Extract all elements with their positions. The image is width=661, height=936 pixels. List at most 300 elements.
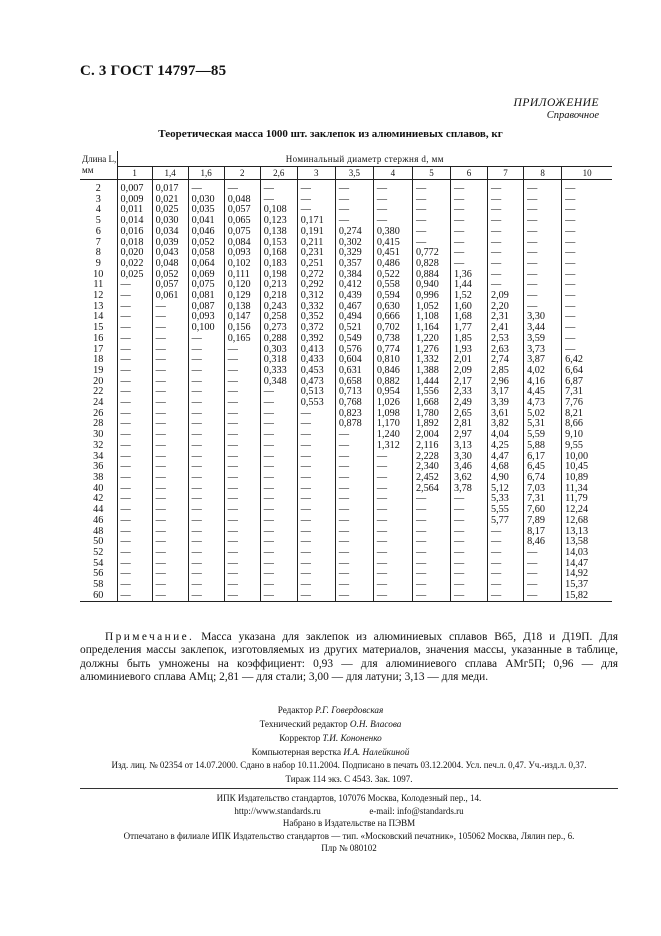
mass-cell: 15,37 [562, 580, 612, 591]
page-header: С. 3 ГОСТ 14797—85 [80, 63, 227, 79]
mass-cell: — [524, 180, 562, 195]
mass-cell: — [224, 430, 260, 441]
length-cell: 56 [93, 568, 104, 580]
mass-cell: — [488, 537, 524, 548]
mass-cell: 0,332 [297, 302, 335, 313]
mass-cell: — [224, 452, 260, 463]
length-cell: 12 [93, 290, 104, 302]
mass-cell: — [450, 259, 487, 270]
mass-cell: — [260, 462, 297, 473]
mass-cell: 2,340 [412, 462, 450, 473]
mass-cell: 3,62 [450, 473, 487, 484]
mass-cell: 0,630 [373, 302, 412, 313]
mass-cell: 4,02 [524, 366, 562, 377]
mass-cell: 0,057 [152, 280, 188, 291]
mass-cell: — [260, 430, 297, 441]
mass-cell: — [152, 462, 188, 473]
mass-cell: 0,772 [412, 248, 450, 259]
mass-cell: — [297, 548, 335, 559]
mass-cell: 1,240 [373, 430, 412, 441]
mass-cell: 7,76 [562, 398, 612, 409]
mass-cell: 0,138 [224, 302, 260, 313]
mass-cell: — [152, 387, 188, 398]
diameter-header: 1 [117, 167, 152, 180]
mass-cell: — [373, 216, 412, 227]
mass-cell: — [188, 473, 224, 484]
mass-cell: 0,153 [260, 238, 297, 249]
mass-cell: — [224, 559, 260, 570]
mass-cell: 5,33 [488, 494, 524, 505]
mass-cell: — [260, 537, 297, 548]
mass-cell: — [117, 548, 152, 559]
mass-cell: 0,768 [335, 398, 373, 409]
credit-name: И.А. Налейкиной [343, 747, 410, 757]
mass-cell: 3,39 [488, 398, 524, 409]
mass-cell: — [450, 516, 487, 527]
table-row [80, 227, 612, 238]
mass-cell: 0,594 [373, 291, 412, 302]
mass-cell: 5,88 [524, 441, 562, 452]
mass-cell: 0,030 [152, 216, 188, 227]
mass-cell: — [260, 494, 297, 505]
mass-cell: 9,10 [562, 430, 612, 441]
mass-cell: 0,292 [297, 280, 335, 291]
mass-cell: — [297, 195, 335, 206]
mass-cell: — [335, 216, 373, 227]
mass-cell: 3,73 [524, 345, 562, 356]
mass-cell: 0,156 [224, 323, 260, 334]
mass-cell: 0,513 [297, 387, 335, 398]
mass-cell: 2,116 [412, 441, 450, 452]
mass-cell: 3,30 [524, 312, 562, 323]
mass-cell: — [373, 505, 412, 516]
length-cell: 22 [93, 386, 104, 398]
length-cell: 44 [93, 504, 104, 516]
credit-line [0, 703, 661, 717]
mass-cell: 3,78 [450, 484, 487, 495]
length-cell: 4 [95, 204, 101, 216]
mass-cell: 1,77 [450, 323, 487, 334]
length-cell: 16 [93, 332, 104, 344]
length-cell: 58 [93, 579, 104, 591]
diameter-header: 1,6 [188, 167, 224, 180]
mass-cell: — [524, 227, 562, 238]
mass-cell: — [152, 366, 188, 377]
mass-cell: — [335, 537, 373, 548]
typesetting-note: Набрано в Издательстве на ПЭВМ [282, 818, 416, 828]
mass-cell: — [524, 248, 562, 259]
mass-cell: — [562, 280, 612, 291]
mass-cell: 0,258 [260, 312, 297, 323]
mass-cell: — [488, 205, 524, 216]
mass-cell: — [450, 494, 487, 505]
mass-cell: 0,183 [260, 259, 297, 270]
mass-cell: 0,494 [335, 312, 373, 323]
mass-cell: 13,13 [562, 527, 612, 538]
mass-cell: — [335, 195, 373, 206]
mass-cell: 0,075 [224, 227, 260, 238]
mass-cell: — [224, 180, 260, 195]
mass-cell: — [117, 345, 152, 356]
mass-cell: — [188, 430, 224, 441]
mass-cell: 8,46 [524, 537, 562, 548]
mass-cell: 5,02 [524, 409, 562, 420]
mass-cell: 2,53 [488, 334, 524, 345]
mass-cell: — [152, 419, 188, 430]
mass-cell: — [373, 484, 412, 495]
mass-cell: 0,318 [260, 355, 297, 366]
mass-cell: — [562, 270, 612, 281]
mass-cell: 14,03 [562, 548, 612, 559]
mass-cell: — [188, 334, 224, 345]
mass-cell: — [488, 591, 524, 602]
mass-cell: — [260, 527, 297, 538]
mass-cell: 12,68 [562, 516, 612, 527]
mass-cell: — [562, 216, 612, 227]
mass-cell: — [450, 548, 487, 559]
mass-cell: — [488, 559, 524, 570]
mass-cell: 1,052 [412, 302, 450, 313]
mass-cell: — [562, 238, 612, 249]
mass-cell: — [450, 537, 487, 548]
mass-cell: — [524, 238, 562, 249]
mass-cell: 4,73 [524, 398, 562, 409]
mass-cell: 7,31 [562, 387, 612, 398]
mass-cell: — [224, 527, 260, 538]
mass-cell: 2,96 [488, 377, 524, 388]
length-cell: 15 [93, 322, 104, 334]
mass-cell: 1,52 [450, 291, 487, 302]
mass-cell: — [297, 537, 335, 548]
mass-cell: — [297, 473, 335, 484]
mass-cell: 0,069 [188, 270, 224, 281]
mass-cell: 0,467 [335, 302, 373, 313]
table-row [80, 441, 612, 452]
appendix-label [514, 97, 599, 121]
mass-cell: 0,087 [188, 302, 224, 313]
mass-cell: — [412, 516, 450, 527]
mass-cell: 0,810 [373, 355, 412, 366]
mass-cell: 0,048 [224, 195, 260, 206]
mass-cell: — [524, 559, 562, 570]
mass-cell: — [260, 548, 297, 559]
mass-cell: — [335, 441, 373, 452]
mass-cell: 0,823 [335, 409, 373, 420]
mass-cell: — [297, 409, 335, 420]
mass-cell: 6,42 [562, 355, 612, 366]
mass-cell: 0,007 [117, 180, 152, 195]
mass-cell: 0,035 [188, 205, 224, 216]
mass-cell: — [450, 205, 487, 216]
mass-cell: 0,522 [373, 270, 412, 281]
mass-cell: — [373, 516, 412, 527]
mass-cell: 0,093 [188, 312, 224, 323]
mass-cell: 0,018 [117, 238, 152, 249]
mass-cell: 0,273 [260, 323, 297, 334]
mass-cell: — [152, 345, 188, 356]
mass-cell: 3,87 [524, 355, 562, 366]
mass-cell: — [373, 548, 412, 559]
mass-cell: 8,66 [562, 419, 612, 430]
mass-cell: — [224, 505, 260, 516]
mass-cell: — [335, 494, 373, 505]
mass-cell: 6,17 [524, 452, 562, 463]
diameter-header: 2,6 [260, 167, 297, 180]
diameter-group-header: Номинальный диаметр стержня d, мм [117, 151, 612, 167]
mass-cell: 8,17 [524, 527, 562, 538]
mass-cell: 0,034 [152, 227, 188, 238]
mass-cell: 2,65 [450, 409, 487, 420]
mass-cell: — [335, 548, 373, 559]
diameter-header: 3 [297, 167, 335, 180]
diameter-header: 6 [450, 167, 487, 180]
mass-cell: 1,164 [412, 323, 450, 334]
mass-cell: — [224, 345, 260, 356]
mass-cell: 3,17 [488, 387, 524, 398]
mass-cell: — [335, 516, 373, 527]
credit-line [0, 745, 661, 759]
mass-cell: — [335, 205, 373, 216]
mass-cell: — [412, 505, 450, 516]
mass-cell: 0,052 [188, 238, 224, 249]
mass-cell: — [524, 291, 562, 302]
mass-cell: 0,075 [188, 280, 224, 291]
diameter-header: 7 [488, 167, 524, 180]
mass-cell: — [188, 591, 224, 602]
mass-cell: 0,558 [373, 280, 412, 291]
length-cell: 42 [93, 493, 104, 505]
mass-cell: 0,451 [373, 248, 412, 259]
mass-cell: — [488, 238, 524, 249]
mass-cell: 10,89 [562, 473, 612, 484]
mass-cell: 7,60 [524, 505, 562, 516]
mass-cell: — [260, 387, 297, 398]
mass-cell: — [373, 195, 412, 206]
mass-cell: 1,444 [412, 377, 450, 388]
mass-cell: 6,45 [524, 462, 562, 473]
mass-cell: 0,213 [260, 280, 297, 291]
credit-line [0, 717, 661, 731]
mass-cell: 0,549 [335, 334, 373, 345]
mass-cell: — [117, 419, 152, 430]
mass-cell: 0,198 [260, 270, 297, 281]
mass-cell: — [297, 180, 335, 195]
mass-cell: — [152, 302, 188, 313]
mass-cell: — [117, 462, 152, 473]
mass-cell: — [188, 548, 224, 559]
credit-role: Корректор [279, 733, 321, 743]
mass-cell: — [117, 323, 152, 334]
mass-cell: 0,020 [117, 248, 152, 259]
mass-cell: — [297, 527, 335, 538]
mass-cell: — [373, 527, 412, 538]
credit-line [0, 731, 661, 745]
mass-cell: — [224, 580, 260, 591]
mass-cell: — [524, 580, 562, 591]
mass-cell: — [117, 441, 152, 452]
mass-cell: — [488, 227, 524, 238]
mass-cell: — [152, 569, 188, 580]
mass-cell: 0,061 [152, 291, 188, 302]
mass-cell: 3,61 [488, 409, 524, 420]
mass-cell: 0,243 [260, 302, 297, 313]
mass-cell: — [224, 516, 260, 527]
mass-cell: 9,55 [562, 441, 612, 452]
mass-cell: 0,272 [297, 270, 335, 281]
mass-cell: 0,043 [152, 248, 188, 259]
mass-cell: — [562, 302, 612, 313]
mass-cell: 0,312 [297, 291, 335, 302]
mass-cell: — [412, 580, 450, 591]
mass-cell: — [297, 505, 335, 516]
mass-cell: 2,63 [488, 345, 524, 356]
credit-name: О.Н. Власова [349, 719, 402, 729]
mass-cell: 1,108 [412, 312, 450, 323]
length-cell: 60 [80, 591, 117, 602]
publication-line: Тираж 114 экз. С 4543. Зак. 1097. [285, 774, 413, 784]
mass-cell: 0,017 [152, 180, 188, 195]
mass-cell: — [335, 505, 373, 516]
mass-cell: — [297, 580, 335, 591]
mass-cell: 0,348 [260, 377, 297, 388]
mass-cell: — [188, 180, 224, 195]
mass-cell: 12,24 [562, 505, 612, 516]
mass-cell: 0,288 [260, 334, 297, 345]
mass-cell: 0,030 [188, 195, 224, 206]
mass-cell: — [450, 527, 487, 538]
mass-cell: — [152, 409, 188, 420]
table-row [80, 334, 612, 345]
mass-cell: — [562, 205, 612, 216]
mass-cell: 0,576 [335, 345, 373, 356]
mass-cell: 0,604 [335, 355, 373, 366]
mass-cell: — [335, 484, 373, 495]
mass-cell: — [152, 441, 188, 452]
diameter-header: 10 [562, 167, 612, 180]
length-cell: 46 [93, 514, 104, 526]
mass-cell: 0,065 [224, 216, 260, 227]
mass-cell: — [450, 559, 487, 570]
mass-cell: 0,392 [297, 334, 335, 345]
mass-cell: — [188, 494, 224, 505]
mass-cell: 0,211 [297, 238, 335, 249]
mass-cell: 0,521 [335, 323, 373, 334]
mass-cell: 4,04 [488, 430, 524, 441]
mass-cell: 2,31 [488, 312, 524, 323]
mass-cell: — [188, 409, 224, 420]
mass-cell: 2,09 [488, 291, 524, 302]
mass-cell: — [117, 430, 152, 441]
mass-cell: — [224, 409, 260, 420]
mass-cell: — [260, 398, 297, 409]
mass-cell: — [450, 569, 487, 580]
mass-cell: 6,87 [562, 377, 612, 388]
diameter-header: 8 [524, 167, 562, 180]
mass-cell: 1,36 [450, 270, 487, 281]
mass-cell: 1,556 [412, 387, 450, 398]
mass-cell: 0,878 [335, 419, 373, 430]
mass-cell: — [335, 527, 373, 538]
mass-cell: — [373, 452, 412, 463]
mass-cell: 3,59 [524, 334, 562, 345]
mass-cell: — [224, 484, 260, 495]
mass-cell: 0,218 [260, 291, 297, 302]
mass-cell: 0,011 [117, 205, 152, 216]
length-cell: 8 [95, 247, 101, 259]
mass-cell: 0,453 [297, 366, 335, 377]
mass-cell: — [450, 216, 487, 227]
mass-cell: 0,302 [335, 238, 373, 249]
mass-cell: 5,77 [488, 516, 524, 527]
mass-cell: — [412, 216, 450, 227]
mass-cell: 1,668 [412, 398, 450, 409]
mass-cell: — [335, 473, 373, 484]
length-cell: 13 [93, 300, 104, 312]
divider [80, 788, 618, 789]
mass-cell: — [488, 270, 524, 281]
mass-cell: — [224, 473, 260, 484]
length-column-header: Длина L, мм [80, 151, 117, 180]
mass-cell: — [450, 591, 487, 602]
printing-note: Отпечатано в филиале ИПК Издательство стандартов — тип. «Московский печатник», 105062 Москва, Лялин пер., 6. [123, 830, 575, 841]
length-cell: 19 [93, 364, 104, 376]
length-cell: 48 [93, 525, 104, 537]
mass-cell: — [224, 377, 260, 388]
mass-cell: 4,47 [488, 452, 524, 463]
appendix-type: Справочное [546, 110, 599, 121]
mass-cell: — [524, 205, 562, 216]
mass-cell: — [335, 430, 373, 441]
mass-cell: — [117, 580, 152, 591]
length-cell: 40 [93, 482, 104, 494]
mass-cell: — [188, 441, 224, 452]
diameter-header-row [80, 167, 612, 180]
mass-cell: — [117, 398, 152, 409]
mass-cell: — [335, 180, 373, 195]
mass-cell: — [152, 527, 188, 538]
mass-cell: — [335, 462, 373, 473]
mass-cell: — [188, 419, 224, 430]
mass-cell: 0,352 [297, 312, 335, 323]
mass-cell: — [188, 580, 224, 591]
mass-cell: 4,25 [488, 441, 524, 452]
mass-cell: 0,064 [188, 259, 224, 270]
mass-cell: 0,100 [188, 323, 224, 334]
mass-cell: — [188, 398, 224, 409]
mass-cell: 2,01 [450, 355, 487, 366]
mass-cell: 0,333 [260, 366, 297, 377]
mass-cell: 8,21 [562, 409, 612, 420]
mass-cell: — [260, 591, 297, 602]
mass-cell: — [488, 280, 524, 291]
mass-cell: — [373, 580, 412, 591]
mass-cell: — [412, 537, 450, 548]
mass-cell: — [152, 312, 188, 323]
mass-cell: 0,231 [297, 248, 335, 259]
mass-cell: — [188, 569, 224, 580]
mass-cell: 0,168 [260, 248, 297, 259]
mass-cell: — [524, 195, 562, 206]
mass-cell: — [152, 580, 188, 591]
mass-cell: — [297, 559, 335, 570]
mass-cell: 0,738 [373, 334, 412, 345]
mass-cell: — [335, 569, 373, 580]
mass-cell: — [524, 216, 562, 227]
mass-cell: — [373, 569, 412, 580]
length-cell: 52 [93, 546, 104, 558]
mass-cell: — [224, 462, 260, 473]
mass-cell: — [488, 180, 524, 195]
